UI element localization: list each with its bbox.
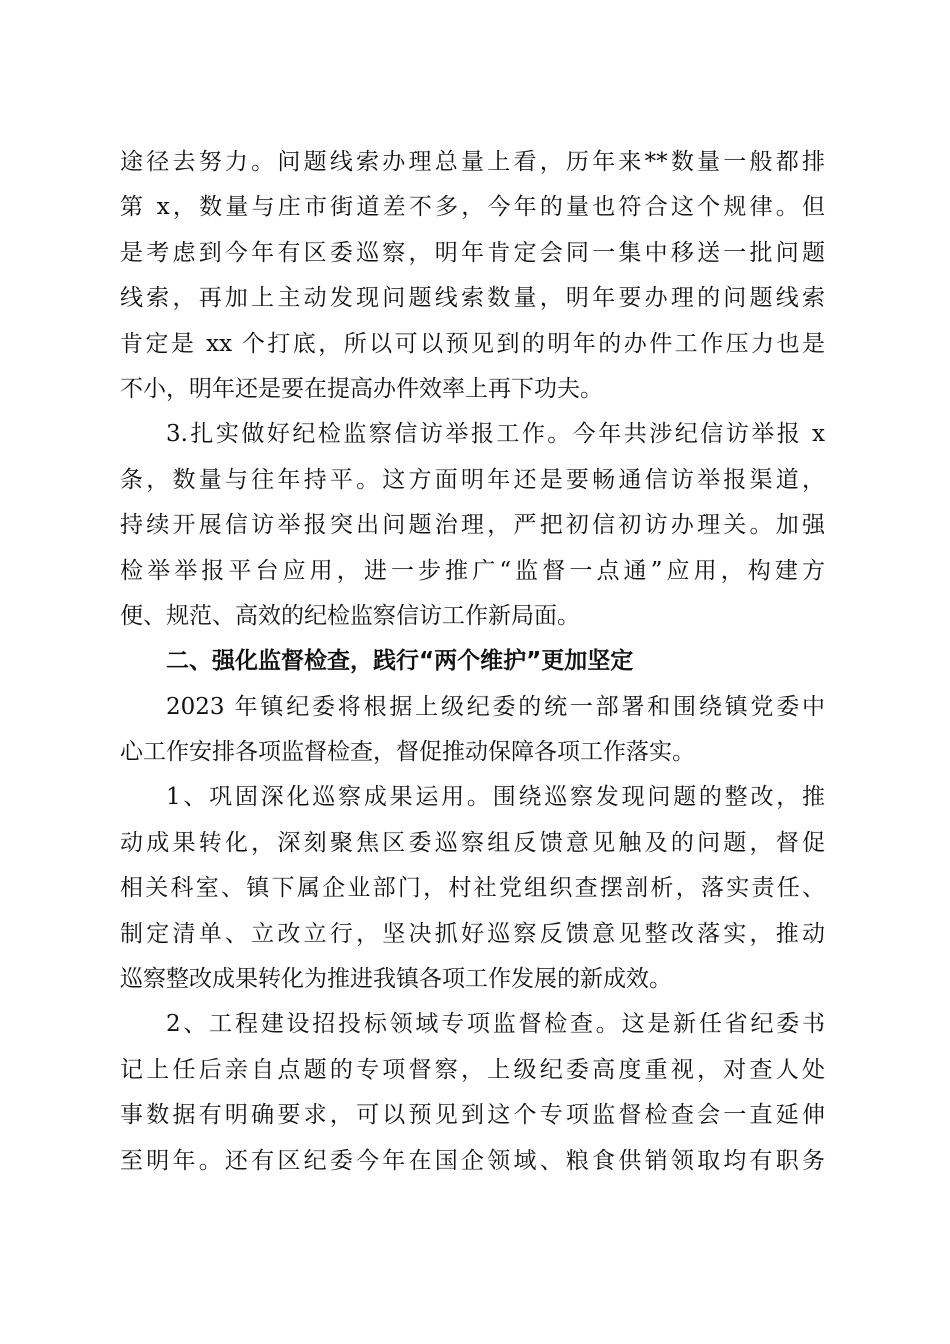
text-line: 持续开展信访举报突出问题治理，严把初信初访办理关。加强 bbox=[120, 512, 825, 539]
text-line: 检举举报平台应用，进一步推广“监督一点通”应用，构建方 bbox=[120, 557, 825, 584]
text-line: 条，数量与往年持平。这方面明年还是要畅通信访举报渠道， bbox=[120, 466, 825, 493]
text-line: 是考虑到今年有区委巡察，明年肯定会同一集中移送一批问题 bbox=[120, 239, 825, 266]
text-line: 便、规范、高效的纪检监察信访工作新局面。 bbox=[120, 602, 580, 629]
text-line: 事数据有明确要求，可以预见到这个专项监督检查会一直延伸 bbox=[120, 1102, 825, 1129]
text-line: 制定清单、立改立行，坚决抓好巡察反馈意见整改落实，推动 bbox=[120, 920, 825, 947]
text-line: 心工作安排各项监督检查，督促推动保障各项工作落实。 bbox=[120, 739, 695, 766]
text-line: 动成果转化，深刻聚焦区委巡察组反馈意见触及的问题，督促 bbox=[120, 829, 825, 856]
paragraph-3-first-line: 3.扎实做好纪检监察信访举报工作。今年共涉纪信访举报 x bbox=[166, 421, 825, 448]
text-line: 途径去努力。问题线索办理总量上看，历年来**数量一般都排 bbox=[120, 149, 825, 175]
text-line: 巡察整改成果转化为推进我镇各项工作发展的新成效。 bbox=[120, 966, 672, 993]
item-2-first-line: 2、工程建设招投标领域专项监督检查。这是新任省纪委书 bbox=[166, 1011, 825, 1038]
text-line: 肯定是 xx 个打底，所以可以预见到的明年的办件工作压力也是 bbox=[120, 330, 825, 357]
section-heading: 二、强化监督检查，践行“两个维护”更加坚定 bbox=[166, 648, 634, 675]
document-body bbox=[120, 140, 825, 1184]
item-1-first-line: 1、巩固深化巡察成果运用。围绕巡察发现问题的整改，推 bbox=[166, 784, 825, 811]
text-line: 记上任后亲自点题的专项督察，上级纪委高度重视，对查人处 bbox=[120, 1056, 825, 1083]
paragraph-first-line: 2023 年镇纪委将根据上级纪委的统一部署和围绕镇党委中 bbox=[166, 693, 825, 720]
text-line: 相关科室、镇下属企业部门，村社党组织查摆剖析，落实责任、 bbox=[120, 875, 825, 902]
text-line: 不小，明年还是要在提高办件效率上再下功夫。 bbox=[120, 375, 603, 402]
text-line: 第 x，数量与庄市街道差不多，今年的量也符合这个规律。但 bbox=[120, 194, 825, 221]
text-line: 线索，再加上主动发现问题线索数量，明年要办理的问题线索 bbox=[120, 285, 825, 312]
text-line: 至明年。还有区纪委今年在国企领域、粮食供销领取均有职务 bbox=[120, 1147, 825, 1174]
